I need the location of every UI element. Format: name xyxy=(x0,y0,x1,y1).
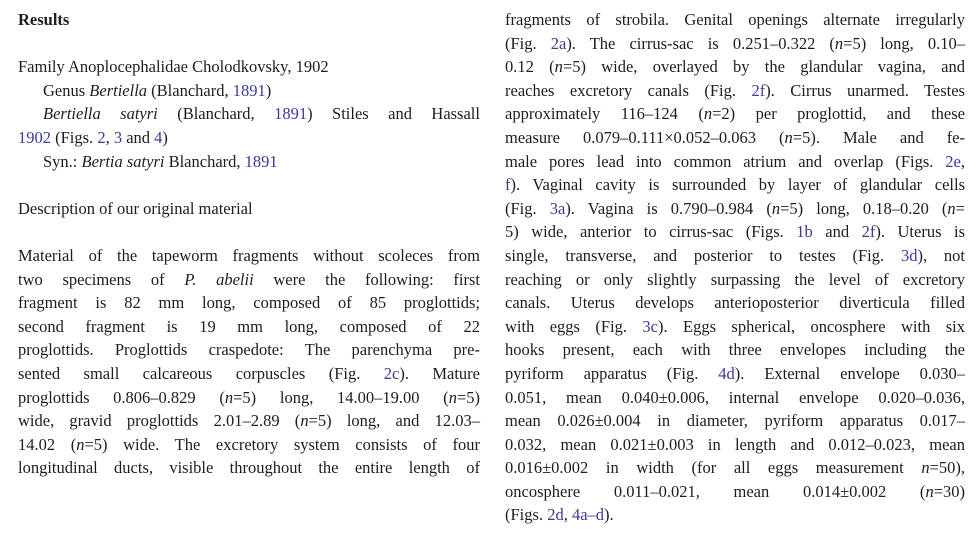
text-span: longitudinal ducts, visible throughout the entire length of xyxy=(18,458,480,478)
text-span: , xyxy=(960,151,965,171)
text-span: proglottids. Proglottids craspedote: The parenchyma pre- xyxy=(18,340,480,360)
text-line xyxy=(505,362,965,386)
text-span: canals. Uterus develops anterioposterior diverticula filled xyxy=(505,293,965,313)
text-span: (Fig. xyxy=(505,33,551,53)
text-line xyxy=(18,409,480,433)
reference-link[interactable]: 1891 xyxy=(232,80,266,100)
results-heading xyxy=(18,8,480,32)
text-span: ). Mature xyxy=(399,363,480,383)
text-span: n xyxy=(224,387,234,407)
text-line xyxy=(505,102,965,126)
reference-link[interactable]: 4d xyxy=(718,363,735,383)
text-line xyxy=(505,338,965,362)
text-span: two specimens of xyxy=(18,269,185,289)
text-span: pyriform apparatus (Fig. xyxy=(505,363,719,383)
text-span: =5) long, 14.00–19.00 ( xyxy=(233,387,449,407)
text-line xyxy=(18,433,480,457)
text-span: 0.032, mean 0.021±0.003 in length and 0.012–0.023, mean xyxy=(505,434,965,454)
text-line xyxy=(505,503,965,527)
text-span: hooks present, each with three envelopes including the xyxy=(505,340,965,360)
text-span: , xyxy=(105,127,114,147)
text-span: =5) long, 0.18–0.20 ( xyxy=(780,198,948,218)
text-span: with eggs (Fig. xyxy=(505,316,643,336)
text-line xyxy=(505,8,965,32)
text-span: Syn.: xyxy=(43,151,82,171)
text-line xyxy=(505,315,965,339)
description-heading xyxy=(18,197,480,221)
text-span: =5) xyxy=(456,387,480,407)
text-span: and xyxy=(812,222,862,242)
reference-link[interactable]: 3d xyxy=(900,245,918,265)
text-span: (Fig. xyxy=(505,198,550,218)
text-span: ) xyxy=(162,127,168,147)
text-span: proglottids 0.806–0.829 ( xyxy=(18,387,225,407)
text-span: =5) wide, overlayed by the glandular vagina, and xyxy=(562,57,966,77)
text-span: 5) wide, anterior to cirrus-sac (Figs. xyxy=(505,222,797,242)
text-span: n xyxy=(947,198,956,218)
text-line xyxy=(505,173,965,197)
text-span: wide, gravid proglottids 2.01–2.89 ( xyxy=(18,411,301,431)
text-span: n xyxy=(703,104,713,124)
reference-link[interactable]: 2f xyxy=(751,80,766,100)
text-span: =50), xyxy=(929,458,965,478)
text-span: =2) per proglottid, and these xyxy=(712,104,965,124)
text-line xyxy=(505,79,965,103)
text-span: were the following: first xyxy=(253,269,480,289)
reference-link[interactable]: 1b xyxy=(796,222,813,242)
text-span: =5). Male and fe- xyxy=(792,127,966,147)
blank-line xyxy=(18,220,480,244)
text-line xyxy=(18,244,480,268)
text-line xyxy=(18,315,480,339)
text-line xyxy=(18,338,480,362)
text-span: reaching or only slightly surpassing the level of excretory xyxy=(505,269,965,289)
reference-link[interactable]: 2a xyxy=(550,33,567,53)
text-span: n xyxy=(784,127,793,147)
genus-line xyxy=(18,79,480,103)
text-span: ), not xyxy=(917,245,965,265)
text-span: n xyxy=(925,481,934,501)
text-span: n xyxy=(921,458,930,478)
left-column xyxy=(18,8,480,480)
reference-link[interactable]: 4a–d xyxy=(571,505,605,525)
text-span: male pores lead into common atrium and overlap (Figs. xyxy=(505,151,946,171)
text-span: ). Uterus is xyxy=(875,222,966,242)
text-line xyxy=(505,291,965,315)
reference-link[interactable]: 2f xyxy=(861,222,876,242)
reference-link[interactable]: 4 xyxy=(154,127,163,147)
text-span: approximately 116–124 ( xyxy=(505,104,704,124)
text-span: P. abelii xyxy=(184,269,254,289)
text-line xyxy=(505,126,965,150)
text-span: Material of the tapeworm fragments without scoleces from xyxy=(18,245,480,265)
text-span: ). Eggs spherical, oncosphere with six xyxy=(657,316,965,336)
reference-link[interactable]: 2e xyxy=(945,151,961,171)
reference-link[interactable]: 3a xyxy=(549,198,566,218)
text-line xyxy=(18,291,480,315)
text-line xyxy=(505,268,965,292)
text-span: ). External envelope 0.030– xyxy=(734,363,965,383)
text-span: ). The cirrus-sac is 0.251–0.322 ( xyxy=(566,33,835,53)
text-span: 14.02 ( xyxy=(18,434,77,454)
text-span: Description of our original material xyxy=(18,198,253,218)
text-line xyxy=(18,456,480,480)
text-line xyxy=(505,409,965,433)
text-span: n xyxy=(834,33,844,53)
text-span: =30) xyxy=(933,481,965,501)
family-line xyxy=(18,55,480,79)
text-span: Genus xyxy=(43,80,90,100)
text-span: =5) long, and 12.03– xyxy=(308,411,480,431)
text-span: Family Anoplocephalidae Cholodkovsky, 1902 xyxy=(18,57,329,77)
text-span: (Figs. xyxy=(51,127,98,147)
text-span: n xyxy=(554,57,563,77)
reference-link[interactable]: 1891 xyxy=(274,104,308,124)
text-line xyxy=(505,220,965,244)
text-span: , xyxy=(563,505,572,525)
text-span: measure 0.079–0.111×0.052–0.063 ( xyxy=(505,127,785,147)
text-line xyxy=(505,386,965,410)
text-line xyxy=(505,55,965,79)
blank-line xyxy=(18,32,480,56)
text-line xyxy=(505,32,965,56)
text-line xyxy=(18,268,480,292)
species-line xyxy=(18,102,480,126)
text-span: =5) wide. The excretory system consists of four xyxy=(84,434,480,454)
text-span: fragments of strobila. Genital openings alternate irregularly xyxy=(505,10,965,29)
text-span: ). xyxy=(604,505,614,525)
text-span: Bertia satyri xyxy=(81,151,165,171)
text-span: second fragment is 19 mm long, composed of 22 xyxy=(18,316,480,336)
text-span: ). Vaginal cavity is surrounded by layer of glandular cells xyxy=(510,175,965,195)
right-column xyxy=(505,8,965,527)
text-span: Blanchard, xyxy=(164,151,245,171)
text-span: ) xyxy=(265,80,272,100)
text-span: 0.12 ( xyxy=(505,57,555,77)
text-span: n xyxy=(448,387,457,407)
text-span: and xyxy=(122,127,155,147)
text-span: (Blanchard, xyxy=(147,80,233,100)
text-span: single, transverse, and posterior to testes (Fig. xyxy=(505,245,901,265)
text-span: n xyxy=(76,434,85,454)
text-span: = xyxy=(955,198,965,218)
reference-link[interactable]: 1902 xyxy=(18,127,51,147)
text-line xyxy=(505,433,965,457)
reference-link[interactable]: 2c xyxy=(383,363,400,383)
text-span: mean 0.026±0.004 in diameter, pyriform apparatus 0.017– xyxy=(505,411,965,431)
text-span: 0.051, mean 0.040±0.006, internal envelope 0.020–0.036, xyxy=(505,387,965,407)
text-span: =5) long, 0.10– xyxy=(843,33,965,53)
text-line xyxy=(505,244,965,268)
reference-link[interactable]: 3 xyxy=(113,127,123,147)
blank-line xyxy=(18,173,480,197)
text-line xyxy=(505,456,965,480)
text-span: sented small calcareous corpuscles (Fig. xyxy=(18,363,384,383)
text-span: (Figs. xyxy=(505,505,548,525)
text-span: ). Cirrus unarmed. Testes xyxy=(765,80,965,100)
reference-link[interactable]: f xyxy=(505,175,511,195)
reference-link[interactable]: 2d xyxy=(547,505,564,525)
species-line-continued xyxy=(18,126,480,150)
text-span: (Blanchard, xyxy=(157,104,275,124)
synonym-line xyxy=(18,150,480,174)
reference-link[interactable]: 2 xyxy=(97,127,106,147)
text-span: ) Stiles and Hassall xyxy=(307,104,480,124)
text-span: Bertiella xyxy=(89,80,148,100)
text-span: oncosphere 0.011–0.021, mean 0.014±0.002 ( xyxy=(505,481,926,501)
text-span: reaches excretory canals (Fig. xyxy=(505,80,752,100)
text-line xyxy=(505,150,965,174)
text-span: 0.016±0.002 in width (for all eggs measurement xyxy=(505,458,922,478)
reference-link[interactable]: 1891 xyxy=(244,151,278,171)
text-span: n xyxy=(300,411,309,431)
text-line xyxy=(18,386,480,410)
text-line xyxy=(18,362,480,386)
text-span: fragment is 82 mm long, composed of 85 proglottids; xyxy=(18,293,480,313)
text-span: Results xyxy=(18,10,70,29)
text-span: n xyxy=(771,198,781,218)
text-span: Bertiella satyri xyxy=(43,104,158,124)
text-line xyxy=(505,197,965,221)
reference-link[interactable]: 3c xyxy=(642,316,658,336)
text-line xyxy=(505,480,965,504)
text-span: ). Vagina is 0.790–0.984 ( xyxy=(565,198,772,218)
